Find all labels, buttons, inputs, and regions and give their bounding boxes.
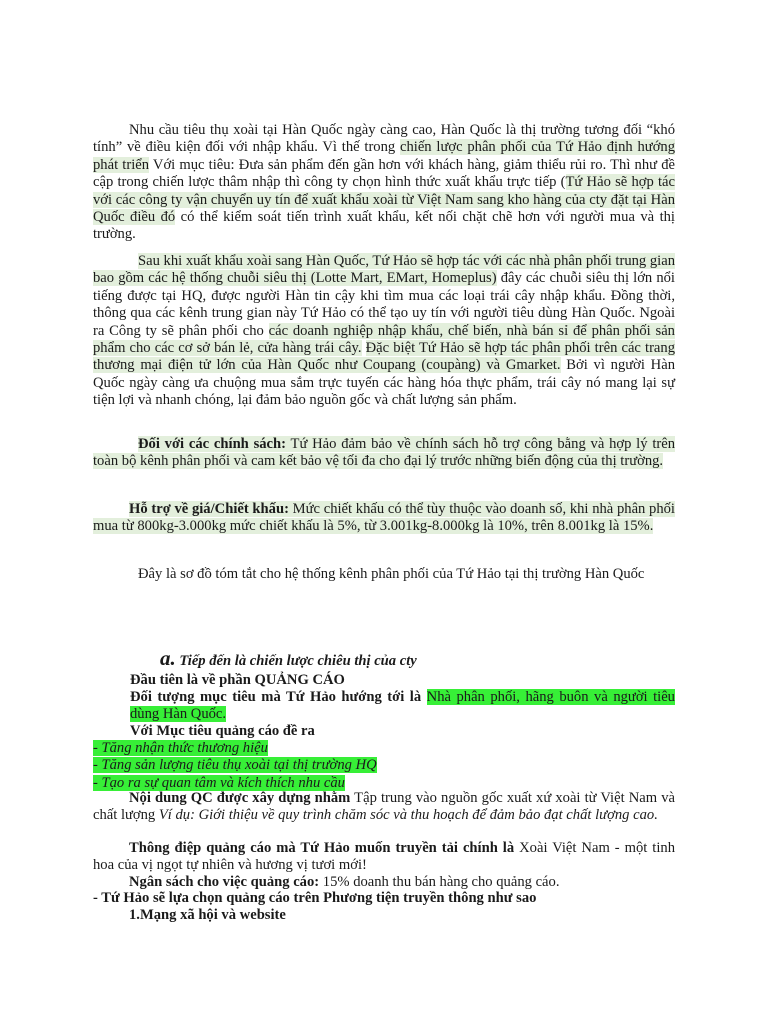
highlighted-text: Mức chiết khấu có thể tùy thuộc vào doanh số, khi nhà phân phối mua từ 800kg-3.000kg mức chiết khấu là 5%, từ 3.001kg-8.000kg là 10%, trên 8.001kg là 15%.	[93, 501, 675, 535]
ad-message	[93, 840, 675, 875]
highlighted-text: Tứ Hảo sẽ hợp tác với các công ty vận chuyển uy tín để xuất khẩu xoài từ Việt Nam sang kho hàng của cty đặt tại Hàn Quốc điều đó	[93, 174, 675, 226]
heading-text: Với Mục tiêu quảng cáo đề ra	[130, 723, 315, 739]
goal-text: - Tạo ra sự quan tâm và kích thích nhu cầu	[93, 774, 345, 791]
goals-list	[93, 740, 675, 792]
paragraph-diagram-intro	[93, 566, 675, 583]
paragraph-text: Với mục tiêu: Đưa sản phẩm đến gần hơn với khách hàng, giảm thiểu rủi ro. Thì như đề cập trong chiến lược thâm nhập thì công ty chọn hình thức xuất khẩu trực tiếp (	[93, 156, 675, 191]
paragraph-discount	[93, 501, 675, 536]
goals-heading	[130, 723, 675, 740]
message-label: Thông điệp quảng cáo mà Tứ Hảo muốn truyền tải chính là	[129, 840, 515, 856]
heading-text: Đầu tiên là về phần QUẢNG CÁO	[130, 672, 345, 688]
highlighted-text: Đặc biệt Tứ Hảo sẽ hợp tác phân phối trên các trang thương mại điện tử lớn của Hàn Quốc như Coupang (coupàng) và Gmarket.	[93, 340, 676, 374]
media-item-social	[129, 907, 674, 924]
paragraph-text: có thể kiểm soát tiến trình xuất khẩu, kết nối chặt chẽ hơn với người mua và thị trường.	[93, 209, 675, 243]
heading-text: 1.Mạng xã hội và website	[129, 907, 286, 923]
goal-item	[93, 757, 675, 774]
paragraph-distribution	[93, 253, 675, 410]
goal-text: - Tăng nhận thức thương hiệu	[93, 740, 268, 756]
ad-content	[93, 790, 675, 825]
paragraph-text: Bởi vì người Hàn Quốc ngày càng ưa chuộng mua sắm trực tuyến các hàng hóa thực phẩm, trái cây nó mang lại sự tiện lợi và nhanh chóng, lại đảm bảo nguồn gốc và chất lượng sản phẩm.	[93, 357, 675, 409]
paragraph-text: đây các chuỗi siêu thị lớn nổi tiếng được tại HQ, được người Hàn tin cậy khi tìm mua các loại trái cây nhập khẩu. Đồng thời, thông qua các kênh trung gian này Tứ Hảo có thể tạo uy tín với người tiêu dùng Hàn Quốc. Ngoài ra Công ty sẽ phân phối cho	[93, 270, 675, 339]
example-text: Ví dụ: Giới thiệu về quy trình chăm sóc và thu hoạch để đảm bảo đạt chất lượng cao.	[158, 807, 658, 824]
content-label: Nội dung QC được xây dựng nhằm	[129, 790, 351, 806]
highlighted-text: các doanh nghiệp nhập khẩu, chế biến, nhà bán sỉ để phân phối sản phẩm cho các cơ sở bán lẻ, cửa hàng trái cây.	[93, 322, 675, 357]
goal-text: - Tăng sản lượng tiêu thụ xoài tại thị trường HQ	[93, 757, 377, 774]
budget-label: Ngân sách cho việc quảng cáo:	[129, 874, 320, 890]
discount-heading: Hỗ trợ về giá/Chiết khấu:	[129, 501, 289, 517]
highlighted-text: Tứ Hảo đảm bảo về chính sách hỗ trợ công bằng và hợp lý trên toàn bộ kênh phân phối và cam kết bảo vệ tối đa cho đại lý trước những biến động của thị trường.	[93, 436, 676, 470]
paragraph-text: 15% doanh thu bán hàng cho quảng cáo.	[319, 874, 560, 890]
target-audience	[130, 689, 675, 724]
goal-item	[93, 740, 675, 757]
media-choice	[93, 890, 675, 907]
advertising-heading	[130, 672, 675, 689]
policy-heading: Đối với các chính sách:	[138, 436, 287, 452]
paragraph-text: Tập trung vào nguồn gốc xuất xứ xoài từ Việt Nam và chất lượng	[93, 790, 675, 824]
section-title: Tiếp đến là chiến lược chiêu thị của cty	[179, 653, 417, 669]
paragraph-policy	[93, 436, 675, 471]
ad-budget	[93, 874, 675, 891]
paragraph-text: Đây là sơ đồ tóm tắt cho hệ thống kênh phân phối của Tứ Hảo tại thị trường Hàn Quốc	[138, 566, 645, 582]
highlighted-text: Nhà phân phối, hãng buôn và người tiêu dùng Hàn Quốc.	[130, 689, 675, 723]
paragraph-intro	[93, 122, 675, 244]
highlighted-text: Sau khi xuất khẩu xoài sang Hàn Quốc, Tứ Hảo sẽ hợp tác với các nhà phân phối trung gian bao gồm các hệ thống chuỗi siêu thị (Lotte Mart, EMart, Homeplus)	[93, 253, 675, 287]
section-marker: a.	[160, 646, 176, 670]
highlighted-text: chiến lược phân phối của Tứ Hảo định hướng phát triển	[93, 139, 676, 173]
paragraph-text: Xoài Việt Nam - một tinh hoa của vị ngọt tự nhiên và hương vị tươi mới!	[93, 840, 675, 874]
target-label: Đối tượng mục tiêu mà Tứ Hảo hướng tới là	[130, 689, 422, 705]
section-a-heading	[160, 646, 680, 670]
paragraph-text: Nhu cầu tiêu thụ xoài tại Hàn Quốc ngày càng cao, Hàn Quốc là thị trường tương đối “khó tính” về điều kiện đối với nhập khẩu. Vì thế trong	[93, 122, 675, 156]
heading-text: - Tứ Hảo sẽ lựa chọn quảng cáo trên Phương tiện truyền thông như sao	[93, 890, 537, 906]
